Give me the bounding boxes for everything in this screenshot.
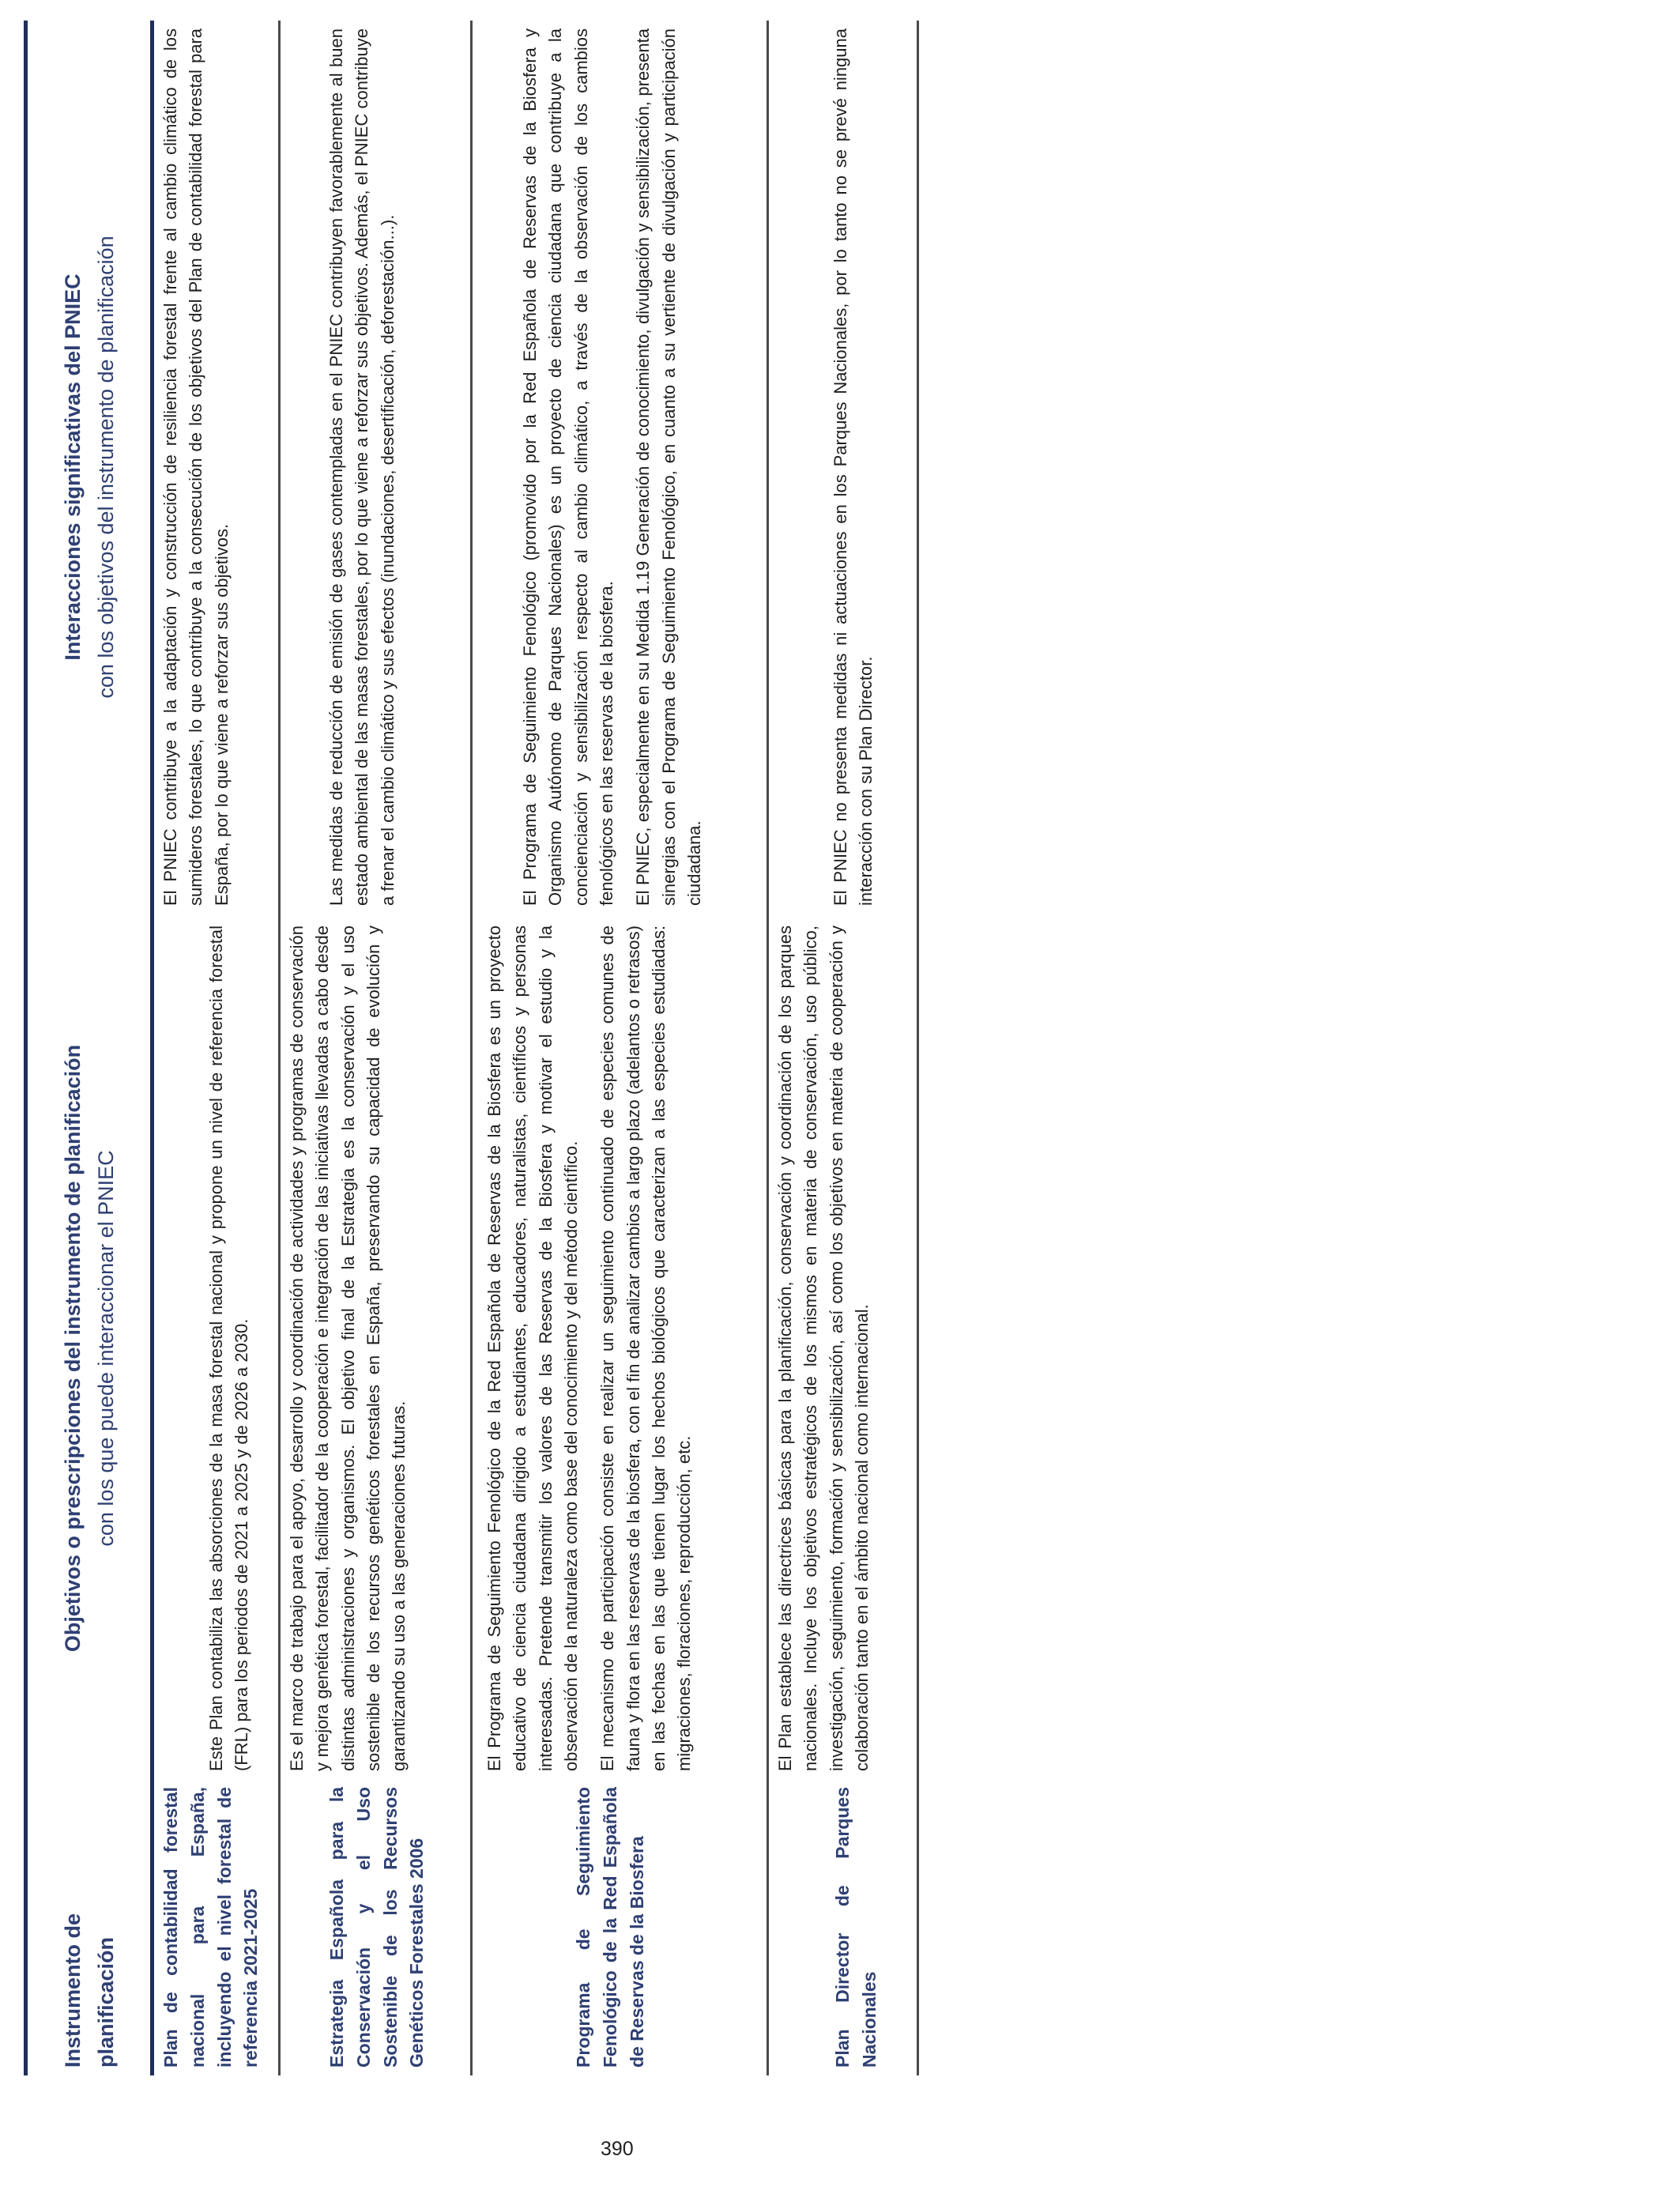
row4-interaction-paragraph: El PNIEC no presenta medidas ni actuaciones en los Parques Nacionales, por lo tanto no se prevé ninguna interacción con su Plan Director. (831, 28, 876, 906)
row4-objectives (773, 925, 875, 1771)
row4-interactions (828, 28, 880, 906)
row3-objectives (482, 925, 698, 1771)
row1-objectives (204, 925, 255, 1771)
header-objectives-line1: Objetivos o prescripciones del instrumento de planificación (61, 1044, 85, 1653)
row-divider (278, 21, 281, 2075)
header-interactions (35, 28, 145, 906)
header-instrument-label: Instrumento de planificación (61, 1913, 118, 2068)
header-objectives (35, 925, 145, 1771)
row-divider (767, 21, 769, 2075)
row3-objective-paragraph: El Programa de Seguimiento Fenológico de la Red Española de Reservas de la Biosfera es un proyecto educativo de ciencia ciudadana dirigido a estudiantes, educadores, naturalistas, científicos y personas interesadas. Pretende transmitir los valores de las Reservas de la Biosfera y motivar el estudio y la observación de la naturaleza como base del conocimiento y del método científico. (484, 925, 581, 1771)
row3-interaction-paragraph: El PNIEC, especialmente en su Medida 1.19 Generación de conocimiento, divulgación y sensibilización, presenta sinergias con el Programa de Seguimiento Fenológico, en cuanto a su vertiente de divulgación y participación ciudadana. (633, 28, 704, 906)
row3-interactions (518, 28, 707, 906)
row2-instrument: Estrategia Española para la Conservación y el Uso Sostenible de los Recursos Genéticos Forestales 2006 (326, 1787, 428, 2068)
table-top-rule (24, 21, 28, 2075)
row1-objective-paragraph: Este Plan contabiliza las absorciones de la masa forestal nacional y propone un nivel de referencia forestal (FRL) para los periodos de 2021 a 2025 y de 2026 a 2030. (206, 925, 252, 1771)
header-instrument (35, 1799, 145, 2068)
row4-objective-paragraph: El Plan establece las directrices básicas para la planificación, conservación y coordinación de los parques nacionales. Incluye los objetivos estratégicos de los mismos en materia de conservación, uso público, investigación, seguimiento, formación y sensibilización, así como los objetivos en materia de cooperación y colaboración tanto en el ámbito nacional como internacional. (775, 925, 872, 1771)
row1-instrument: Plan de contabilidad forestal nacional para España, incluyendo el nivel forestal de referencia 2021-2025 (160, 1787, 262, 2068)
row3-objective-paragraph: El mecanismo de participación consiste en realizar un seguimiento continuado de especies comunes de fauna y flora en las reservas de la biosfera, con el fin de analizar cambios a largo plazo (adelantos o retrasos) en las fechas en las que tienen lugar los hechos biológicos que caracterizan a las especies estudiadas: migraciones, floraciones, reproducción, etc. (597, 925, 695, 1771)
page-number: 390 (601, 2138, 634, 2160)
table-bottom-rule (917, 21, 919, 2075)
row1-interactions (158, 28, 235, 906)
row3-instrument: Programa de Seguimiento Fenológico de la Red Española de Reservas de la Biosfera (573, 1787, 647, 2068)
row-divider (470, 21, 473, 2075)
row2-objective-paragraph: Es el marco de trabajo para el apoyo, desarrollo y coordinación de actividades y programas de conservación y mejora genética forestal, facilitador de la cooperación e integración de las iniciativas llevadas a cabo desde distintas administraciones y organismos. El objetivo final de la Estrategia es la conservación y el uso sostenible de los recursos genéticos forestales en España, preservando su capacidad de evolución y garantizando su uso a las generaciones futuras. (287, 925, 409, 1771)
row3-interaction-paragraph: El Programa de Seguimiento Fenológico (promovido por la Red Española de Reservas de la Biosfera y Organismo Autónomo de Parques Nacionales) es un proyecto de ciencia ciudadana que contribuye a la concienciación y sensibilización respecto al cambio climático, a través de la observación de los cambios fenológicos en las reservas de la biosfera. (520, 28, 616, 906)
header-objectives-line2: con los que puede interaccionar el PNIEC (94, 1150, 118, 1547)
header-interactions-line2: con los objetivos del instrumento de planificación (94, 236, 118, 699)
header-rule (150, 21, 154, 2075)
row2-interaction-paragraph: Las medidas de reducción de emisión de gases contempladas en el PNIEC contribuyen favorablemente al buen estado ambiental de las masas forestales, por lo que viene a reforzar sus objetivos. Además, el PNIEC contribuye a frenar el cambio climático y sus efectos (inundaciones, desertificación, deforestación...). (326, 28, 397, 906)
row1-interaction-paragraph: El PNIEC contribuye a la adaptación y construcción de resiliencia forestal frente al cambio climático de los sumideros forestales, lo que contribuye a la consecución de los objetivos del Plan de contabilidad forestal para España, por lo que viene a reforzar sus objetivos. (160, 28, 232, 906)
header-interactions-line1: Interacciones significativas del PNIEC (61, 273, 85, 661)
planning-instruments-table (24, 21, 925, 2075)
row2-interactions (324, 28, 401, 906)
row2-objectives (284, 925, 412, 1771)
row4-instrument: Plan Director de Parques Nacionales (832, 1787, 880, 2068)
